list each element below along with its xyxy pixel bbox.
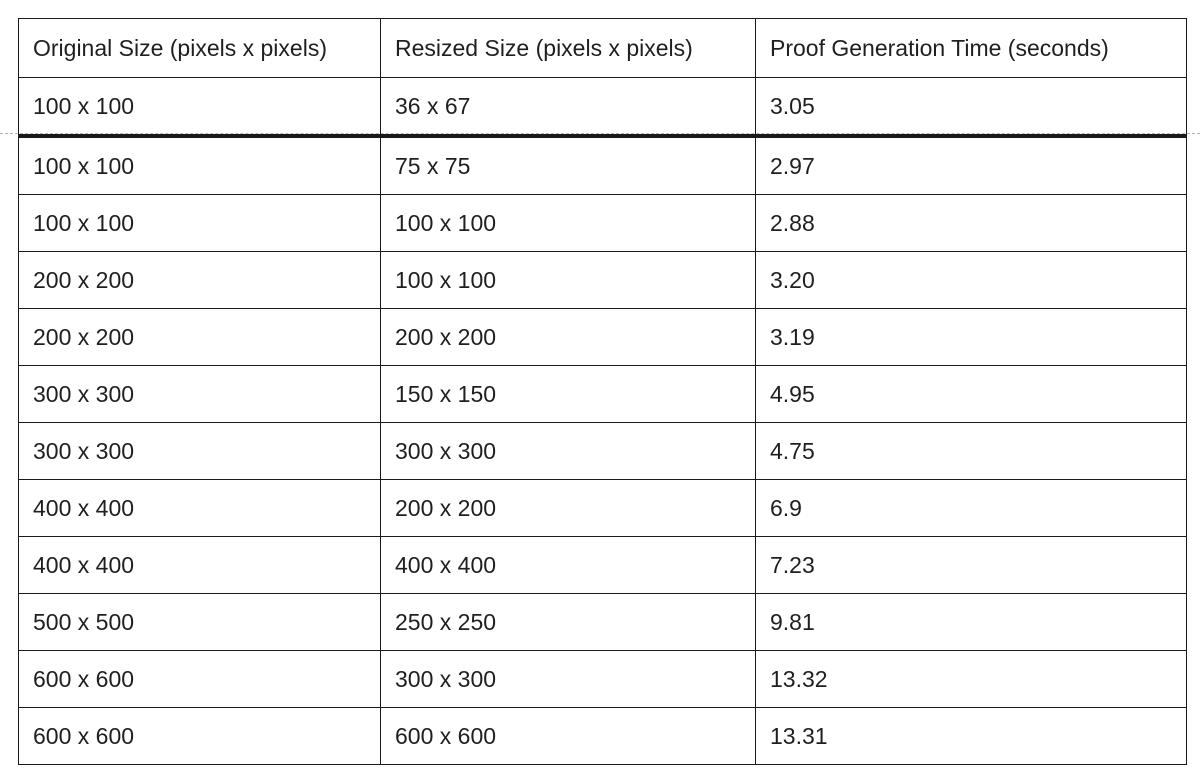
cell-resized-size[interactable]: 100 x 100	[381, 252, 756, 309]
table-row	[19, 366, 1187, 423]
cell-original-size[interactable]: 400 x 400	[19, 480, 381, 537]
header-proof-time[interactable]: Proof Generation Time (seconds)	[756, 19, 1187, 78]
cell-proof-time[interactable]: 2.97	[756, 136, 1187, 195]
cell-resized-size[interactable]: 400 x 400	[381, 537, 756, 594]
header-original-size[interactable]: Original Size (pixels x pixels)	[19, 19, 381, 78]
cell-original-size[interactable]: 200 x 200	[19, 309, 381, 366]
table-row	[19, 195, 1187, 252]
cell-proof-time[interactable]: 9.81	[756, 594, 1187, 651]
cell-proof-time[interactable]: 7.23	[756, 537, 1187, 594]
cell-original-size[interactable]: 400 x 400	[19, 537, 381, 594]
table-row	[19, 136, 1187, 195]
cell-original-size[interactable]: 100 x 100	[19, 136, 381, 195]
cell-original-size[interactable]: 300 x 300	[19, 423, 381, 480]
cell-proof-time[interactable]: 3.05	[756, 78, 1187, 137]
cell-resized-size[interactable]: 150 x 150	[381, 366, 756, 423]
cell-original-size[interactable]: 200 x 200	[19, 252, 381, 309]
cell-resized-size[interactable]: 250 x 250	[381, 594, 756, 651]
cell-resized-size[interactable]: 300 x 300	[381, 651, 756, 708]
cell-original-size[interactable]: 500 x 500	[19, 594, 381, 651]
cell-proof-time[interactable]: 3.20	[756, 252, 1187, 309]
cell-original-size[interactable]: 100 x 100	[19, 195, 381, 252]
table-row	[19, 537, 1187, 594]
cell-proof-time[interactable]: 4.75	[756, 423, 1187, 480]
cell-proof-time[interactable]: 4.95	[756, 366, 1187, 423]
cell-resized-size[interactable]: 36 x 67	[381, 78, 756, 137]
cell-resized-size[interactable]: 200 x 200	[381, 309, 756, 366]
cell-original-size[interactable]: 600 x 600	[19, 708, 381, 765]
cell-original-size[interactable]: 600 x 600	[19, 651, 381, 708]
cell-resized-size[interactable]: 100 x 100	[381, 195, 756, 252]
cell-proof-time[interactable]: 13.32	[756, 651, 1187, 708]
table-row	[19, 594, 1187, 651]
header-resized-size[interactable]: Resized Size (pixels x pixels)	[381, 19, 756, 78]
table-row	[19, 78, 1187, 137]
cell-resized-size[interactable]: 300 x 300	[381, 423, 756, 480]
cell-resized-size[interactable]: 75 x 75	[381, 136, 756, 195]
cell-proof-time[interactable]: 3.19	[756, 309, 1187, 366]
table-row	[19, 309, 1187, 366]
table-row	[19, 708, 1187, 765]
cell-resized-size[interactable]: 200 x 200	[381, 480, 756, 537]
table-row	[19, 423, 1187, 480]
table-row	[19, 252, 1187, 309]
results-table	[18, 18, 1187, 765]
cell-proof-time[interactable]: 6.9	[756, 480, 1187, 537]
table-header-row	[19, 19, 1187, 78]
cell-original-size[interactable]: 100 x 100	[19, 78, 381, 137]
cell-resized-size[interactable]: 600 x 600	[381, 708, 756, 765]
cell-original-size[interactable]: 300 x 300	[19, 366, 381, 423]
table-row	[19, 651, 1187, 708]
table-row	[19, 480, 1187, 537]
cell-proof-time[interactable]: 2.88	[756, 195, 1187, 252]
cell-proof-time[interactable]: 13.31	[756, 708, 1187, 765]
